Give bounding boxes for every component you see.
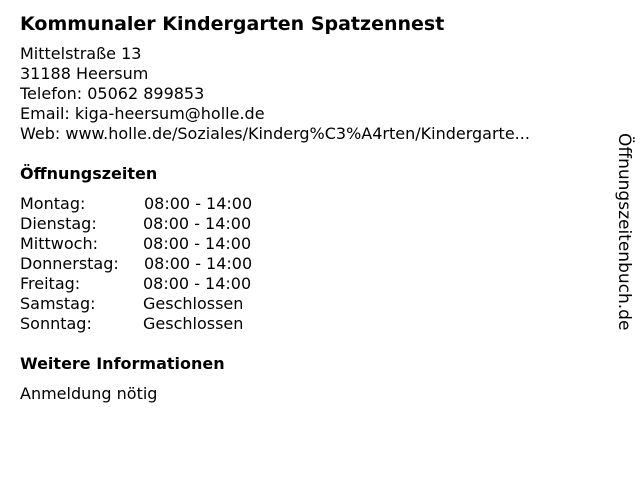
- time-value: Geschlossen: [143, 314, 244, 333]
- day-label: Freitag:: [20, 274, 81, 293]
- hours-row-thursday: [20, 254, 252, 274]
- day-label: Montag:: [20, 194, 86, 213]
- time-value: 08:00 - 14:00: [144, 194, 253, 213]
- hours-row-monday: [20, 194, 252, 214]
- further-info-heading: Weitere Informationen: [20, 354, 225, 373]
- website-link[interactable]: Web: www.holle.de/Soziales/Kinderg%C3%A4rten/Kindergarte...: [20, 124, 530, 143]
- time-value: 08:00 - 14:00: [143, 274, 252, 293]
- day-label: Mittwoch:: [20, 234, 98, 253]
- opening-hours-table: [20, 194, 252, 334]
- day-label: Samstag:: [20, 294, 96, 313]
- time-value: 08:00 - 14:00: [143, 234, 252, 253]
- brand-watermark: Öffnungszeitenbuch.de: [614, 133, 634, 331]
- hours-row-friday: [20, 274, 252, 294]
- page-title: Kommunaler Kindergarten Spatzennest: [20, 13, 445, 35]
- opening-hours-heading: Öffnungszeiten: [20, 164, 158, 183]
- hours-row-wednesday: [20, 234, 252, 254]
- hours-row-tuesday: [20, 214, 252, 234]
- email-address: Email: kiga-heersum@holle.de: [20, 104, 265, 123]
- day-label: Sonntag:: [20, 314, 92, 333]
- city-address: 31188 Heersum: [20, 64, 149, 83]
- hours-row-saturday: [20, 294, 252, 314]
- day-label: Donnerstag:: [20, 254, 119, 273]
- further-info-text: Anmeldung nötig: [20, 384, 158, 403]
- day-label: Dienstag:: [20, 214, 97, 233]
- street-address: Mittelstraße 13: [20, 44, 142, 63]
- time-value: 08:00 - 14:00: [143, 214, 252, 233]
- hours-row-sunday: [20, 314, 252, 334]
- phone-number: Telefon: 05062 899853: [20, 84, 205, 103]
- contact-block: [20, 44, 590, 144]
- time-value: 08:00 - 14:00: [144, 254, 253, 273]
- time-value: Geschlossen: [143, 294, 244, 313]
